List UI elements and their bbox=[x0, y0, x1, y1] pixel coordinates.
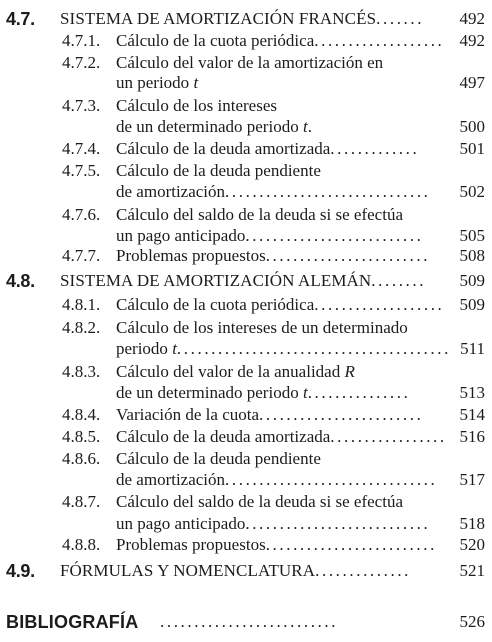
page-number: 518 bbox=[459, 514, 485, 533]
dot-leader: . bbox=[307, 117, 315, 136]
page-number: 517 bbox=[459, 470, 485, 489]
subsection-number: 4.7.6. bbox=[62, 205, 101, 224]
entry-title: Problemas propuestos bbox=[116, 246, 266, 265]
subsection-number: 4.8.8. bbox=[62, 535, 101, 554]
page-number: 509 bbox=[459, 271, 485, 290]
entry-title: Cálculo de la cuota periódica bbox=[116, 295, 315, 314]
entry-title: de amortización bbox=[116, 182, 226, 201]
entry-title: Cálculo de la cuota periódica bbox=[116, 31, 315, 50]
page-number: 526 bbox=[459, 612, 485, 631]
subsection-number: 4.8.1. bbox=[62, 295, 101, 314]
page-number: 500 bbox=[459, 117, 485, 136]
subsection-number: 4.8.4. bbox=[62, 405, 101, 424]
subsection-number: 4.8.2. bbox=[62, 318, 101, 337]
section-number: 4.7. bbox=[6, 9, 35, 29]
entry-title: Cálculo del valor de la amortización en bbox=[116, 53, 384, 72]
page-number: 501 bbox=[459, 139, 485, 158]
entry-title: Cálculo de los intereses de un determinado bbox=[116, 318, 408, 337]
subsection-number: 4.8.3. bbox=[62, 362, 101, 381]
subsection-number: 4.7.5. bbox=[62, 161, 101, 180]
page-number: 508 bbox=[459, 246, 485, 265]
dot-leader: .............................. bbox=[225, 182, 431, 201]
entry-title: periodo t bbox=[116, 339, 177, 358]
dot-leader: ........ bbox=[371, 271, 427, 290]
page-number: 511 bbox=[460, 339, 485, 358]
entry-title: Variación de la cuota bbox=[116, 405, 260, 424]
dot-leader: .......................... bbox=[160, 612, 339, 631]
subsection-number: 4.8.7. bbox=[62, 492, 101, 511]
dot-leader: ................... bbox=[314, 31, 445, 50]
page-number: 492 bbox=[459, 31, 485, 50]
page-number: 514 bbox=[459, 405, 485, 424]
dot-leader: ....... bbox=[376, 9, 425, 28]
entry-title: un pago anticipado bbox=[116, 514, 246, 533]
bibliography-heading: BIBLIOGRAFÍA bbox=[6, 612, 139, 632]
entry-title: Cálculo del saldo de la deuda si se efectúa bbox=[116, 205, 403, 224]
dot-leader: ........................... bbox=[245, 514, 431, 533]
dot-leader: .......................... bbox=[245, 226, 424, 245]
page-number: 497 bbox=[459, 73, 485, 92]
dot-leader: ................... bbox=[314, 295, 445, 314]
page-number: 516 bbox=[459, 427, 485, 446]
entry-title: de un determinado periodo t bbox=[116, 117, 308, 136]
section-number: 4.9. bbox=[6, 561, 35, 581]
dot-leader: ........................ bbox=[259, 405, 424, 424]
dot-leader: ............. bbox=[330, 139, 420, 158]
entry-title: Cálculo de la deuda amortizada bbox=[116, 427, 331, 446]
dot-leader: ................. bbox=[330, 427, 447, 446]
entry-title: Cálculo de los intereses bbox=[116, 96, 277, 115]
dot-leader: ........................................ bbox=[176, 339, 451, 358]
entry-title: Cálculo de la deuda pendiente bbox=[116, 161, 321, 180]
subsection-number: 4.7.3. bbox=[62, 96, 101, 115]
subsection-number: 4.7.4. bbox=[62, 139, 101, 158]
page-number: 521 bbox=[459, 561, 485, 580]
dot-leader: ......................... bbox=[265, 535, 437, 554]
entry-title: un periodo t bbox=[116, 73, 199, 92]
entry-title: de amortización bbox=[116, 470, 226, 489]
subsection-number: 4.8.5. bbox=[62, 427, 101, 446]
entry-title: Cálculo de la deuda pendiente bbox=[116, 449, 321, 468]
dot-leader: ........................ bbox=[265, 246, 431, 265]
section-title: SISTEMA DE AMORTIZACIÓN FRANCÉS bbox=[60, 9, 377, 28]
page-number: 502 bbox=[459, 182, 485, 201]
subsection-number: 4.8.6. bbox=[62, 449, 101, 468]
entry-title: Problemas propuestos bbox=[116, 535, 266, 554]
dot-leader: ............... bbox=[307, 383, 411, 402]
subsection-number: 4.7.2. bbox=[62, 53, 101, 72]
section-number: 4.8. bbox=[6, 271, 35, 291]
entry-title: de un determinado periodo t bbox=[116, 383, 308, 402]
dot-leader: .............. bbox=[315, 561, 412, 580]
subsection-number: 4.7.7. bbox=[62, 246, 101, 265]
page-number: 520 bbox=[459, 535, 485, 554]
page-number: 505 bbox=[459, 226, 485, 245]
section-title: FÓRMULAS Y NOMENCLATURA bbox=[60, 561, 316, 580]
page-number: 492 bbox=[459, 9, 485, 28]
section-title: SISTEMA DE AMORTIZACIÓN ALEMÁN bbox=[60, 271, 372, 290]
dot-leader: ............................... bbox=[225, 470, 438, 489]
page-number: 513 bbox=[459, 383, 485, 402]
entry-title: Cálculo del valor de la anualidad R bbox=[116, 362, 355, 381]
entry-title: Cálculo de la deuda amortizada bbox=[116, 139, 331, 158]
page-number: 509 bbox=[459, 295, 485, 314]
entry-title: un pago anticipado bbox=[116, 226, 246, 245]
subsection-number: 4.7.1. bbox=[62, 31, 101, 50]
entry-title: Cálculo del saldo de la deuda si se efectúa bbox=[116, 492, 403, 511]
